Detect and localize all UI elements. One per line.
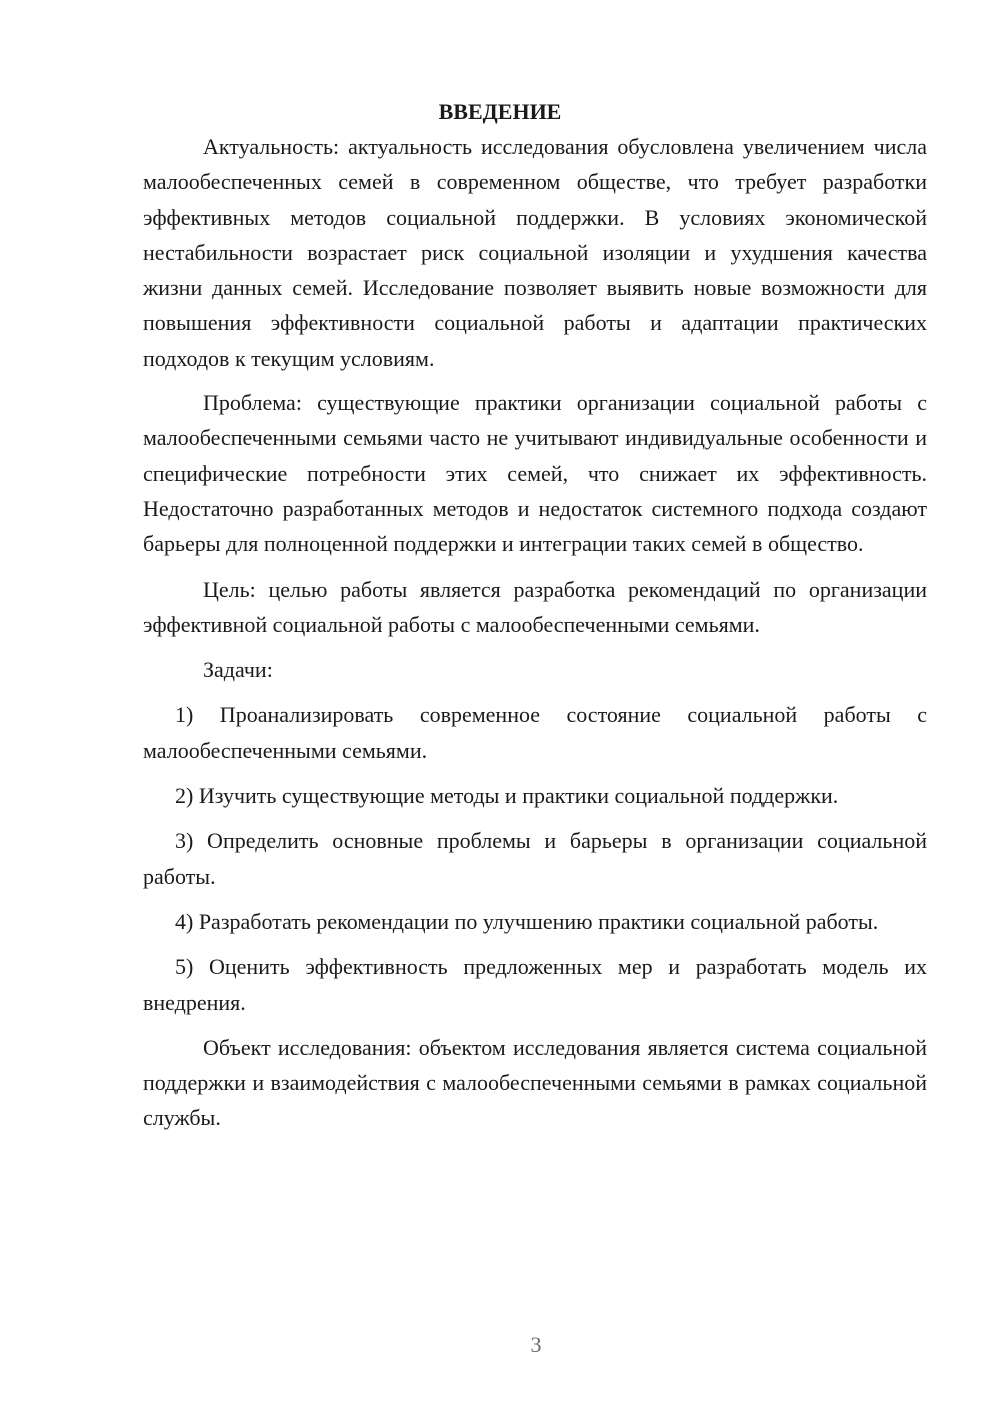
paragraph-relevance: Актуальность: актуальность исследования обусловлена увеличением числа малообеспеченных семей в современном обществе, что требует разработки эффективных методов социальной поддержки. В условиях экономической нестабильности возрастает риск социальной изоляции и ухудшения качества жизни данных семей. Исследование позволяет выявить новые возможности для повышения эффективности социальной работы и адаптации практических подходов к текущим условиям. [143, 134, 927, 371]
document-page [143, 94, 927, 1136]
tasks-heading: Задачи: [203, 657, 273, 683]
paragraph-object: Объект исследования: объектом исследования является система социальной поддержки и взаимодействия с малообеспеченными семьями в рамках социальной службы. [143, 1034, 927, 1131]
task-item-1: 1) Проанализировать современное состояние социальной работы с малообеспеченными семьями. [143, 702, 927, 763]
section-heading: ВВЕДЕНИЕ [438, 99, 562, 124]
page-number: 3 [530, 1332, 542, 1357]
task-item-4: 4) Разработать рекомендации по улучшению практики социальной работы. [175, 908, 879, 934]
paragraph-goal: Цель: целью работы является разработка рекомендаций по организации эффективной социальной работы с малообеспеченными семьями. [143, 576, 927, 637]
task-item-5: 5) Оценить эффективность предложенных мер и разработать модель их внедрения. [143, 954, 927, 1015]
paragraph-problem: Проблема: существующие практики организации социальной работы с малообеспеченными семьями часто не учитывают индивидуальные особенности и специфические потребности этих семей, что снижает их эффективность. Недостаточно разработанных методов и недостаток системного подхода создают барьеры для полноценной поддержки и интеграции таких семей в общество. [143, 390, 927, 557]
task-item-2: 2) Изучить существующие методы и практики социальной поддержки. [175, 783, 839, 809]
task-item-3: 3) Определить основные проблемы и барьеры в организации социальной работы. [143, 828, 927, 889]
